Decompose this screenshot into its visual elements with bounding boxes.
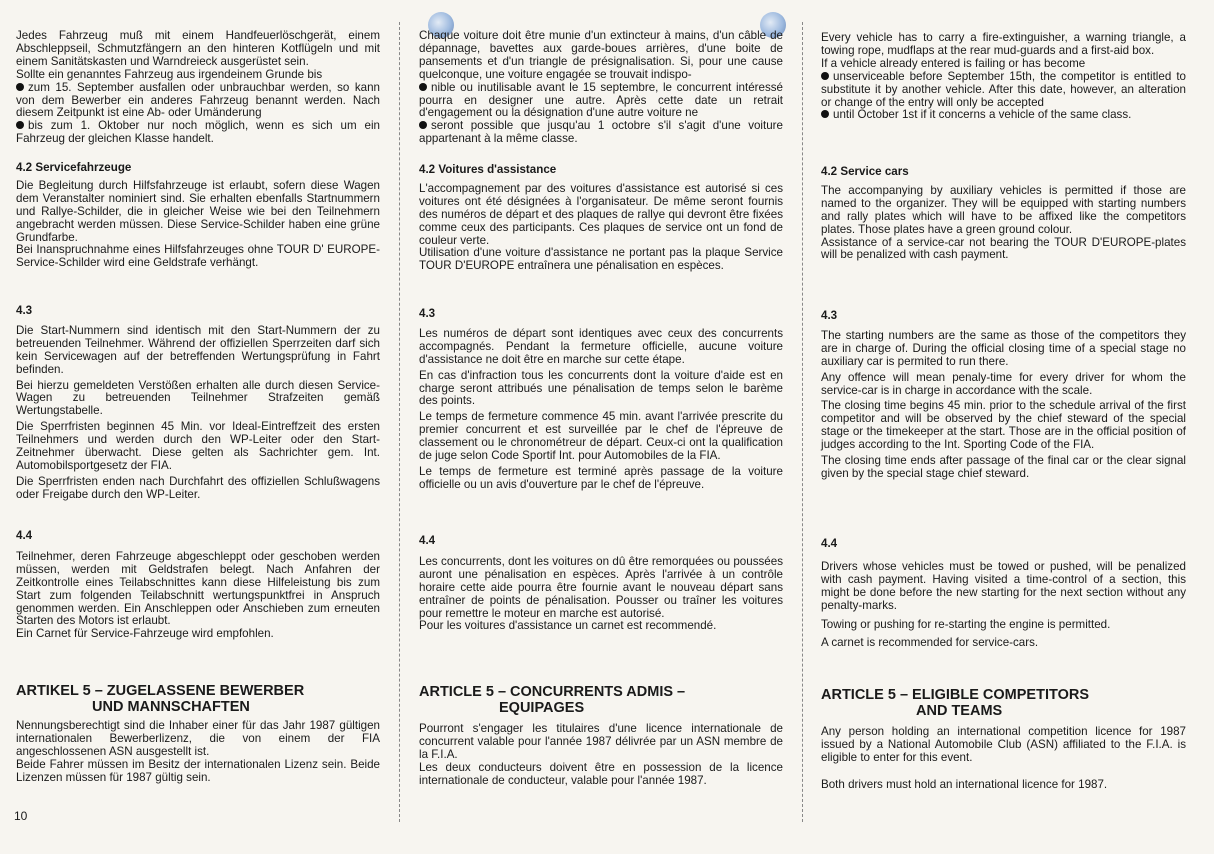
page-number: 10 — [14, 809, 28, 823]
bullet-icon — [16, 83, 24, 91]
paragraph: If a vehicle already entered is failing or has become — [821, 56, 1086, 70]
paragraph: Les concurrents, dont les voitures on dû être remorquées ou poussées auront une pénalisation en espèces. Après l'arrivée à un contrôle horaire cette aide pourra être fournie avant le nouveau départ sans entraîner de points de pénalisation. Pousser ou traîner les voitures pour remettre le moteur en marche est autorisé. — [419, 554, 783, 620]
paragraph: The closing time begins 45 min. prior to the schedule arrival of the first competitor and will be observed by the chief steward of the special stage or the timekeeper at the start. Those are in the official position of judges according to the Int. Sporting Code of the FIA. — [821, 399, 1186, 452]
paragraph: Die Start-Nummern sind identisch mit den Start-Nummern der zu betreuenden Teilnehmer. Während der offiziellen Sperrzeiten darf sich kein Servicewagen auf der betreffenden Wertungsprüfung in Fahrt befinden. — [16, 323, 380, 376]
paragraph: Any offence will mean penaly-time for every driver for whom the service-car is in charge in accordance with the scale. — [821, 370, 1186, 397]
intro-block — [419, 30, 783, 146]
paragraph: until October 1st if it concerns a vehicle of the same class. — [821, 109, 1186, 122]
article-5 — [419, 685, 783, 788]
section-4-3 — [16, 305, 380, 502]
paragraph: Die Sperrfristen enden nach Durchfahrt des offiziellen Schlußwagens oder Freigabe durch den WP-Leiter. — [16, 474, 380, 501]
paragraph: zum 15. September ausfallen oder unbrauchbar werden, so kann von dem Bewerber ein anderes Fahrzeug benannt werden. Nach diesem Zeitpunkt ist eine Ab- oder Umänderung — [16, 80, 380, 120]
paragraph: Le temps de fermeture commence 45 min. avant l'arrivée prescrite du premier concurrent et est surveillée par le chef de l'épreuve de classement ou le chronométreur de départ. Ceux-ci ont la qualification de juge selon Code Sportif Int. pour Automobiles de la FIA. — [419, 410, 783, 463]
paragraph: Les deux conducteurs doivent être en possession de la licence internationale de conducteur, valable pour l'année 1987. — [419, 760, 783, 787]
paragraph: Les numéros de départ sont identiques avec ceux des concurrents accompagnés. Pendant la fermeture officielle, aucune voiture d'assistance ne doit être en marche sur cette étape. — [419, 326, 783, 366]
section-4-3 — [821, 310, 1186, 481]
article-5 — [821, 688, 1186, 792]
paragraph: A carnet is recommended for service-cars. — [821, 636, 1039, 650]
bullet-icon — [821, 110, 829, 118]
section-heading: 4.2 Servicefahrzeuge — [16, 161, 132, 174]
paragraph: Chaque voiture doit être munie d'un extincteur à mains, d'un câble de dépannage, bavettes aux garde-boues arrières, d'une boite de pansements et d'un triangle de présignalisation. Si, pour une cause quelconque, une voiture engagée se trouvait indispo- — [419, 29, 783, 81]
paragraph: Pourront s'engager les titulaires d'une licence internationale de concurrent valable pour l'année 1987 délivrée par un ASN membre de la F.I.A. — [419, 722, 783, 761]
paragraph: The closing time ends after passage of the final car or the clear signal given by the special stage chief steward. — [821, 454, 1186, 480]
paragraph: unserviceable before September 15th, the competitor is entitled to substitute it by another vehicle. After this date, however, an alteration or change of the entry will only be accepted — [821, 69, 1186, 109]
article-heading: ARTICLE 5 – ELIGIBLE COMPETITORS AND TEAMS — [821, 687, 1090, 719]
section-heading: 4.4 — [419, 534, 436, 547]
paragraph: Utilisation d'une voiture d'assistance ne portant pas la plaque Service TOUR D'EUROPE entraînera une pénalisation en espèces. — [419, 246, 783, 273]
paragraph: Jedes Fahrzeug muß mit einem Handfeuerlöschgerät, einem Abschleppseil, Schmutzfängern an den hinteren Kotflügeln und mit einem Sanitätskasten und Warndreieck ausgerüstet sein. — [16, 29, 380, 68]
section-heading: 4.3 — [419, 307, 436, 320]
paragraph: Every vehicle has to carry a fire-extinguisher, a warning triangle, a towing rope, mudflaps at the rear mud-guards and a first-aid box. — [821, 31, 1186, 57]
section-heading: 4.3 — [821, 309, 838, 322]
intro-block — [821, 32, 1186, 122]
paragraph: seront possible que jusqu'au 1 octobre s'il s'agit d'une voiture appartenant à la même classe. — [419, 119, 783, 146]
paragraph: Drivers whose vehicles must be towed or pushed, will be penalized with cash payment. Having visited a time-control of a section, this might be done before the new starting for the next section without any penalty-marks. — [821, 559, 1186, 612]
paragraph: Die Sperrfristen beginnen 45 Min. vor Ideal-Eintreffzeit des ersten Teilnehmers und werden durch den WP-Leiter oder den Start-Zeitnehmer überwacht. Diese gelten als Sachrichter gem. Int. Automobilsportgesetz der FIA. — [16, 420, 380, 472]
section-4-4 — [821, 538, 1186, 650]
paragraph: Sollte ein genanntes Fahrzeug aus irgendeinem Grunde bis — [16, 67, 323, 81]
bullet-icon — [419, 83, 427, 91]
section-4-4 — [419, 535, 783, 633]
paragraph: L'accompagnement par des voitures d'assistance est autorisé si ces voitures ont été désignées à l'organisateur. De même seront fournis des numéros de départ et des plaques de rallye qui devront être fixées comme ceux des participants. Ces plaques de service ont un fond de couleur verte. — [419, 181, 783, 247]
paragraph: Beide Fahrer müssen im Besitz der internationalen Lizenz sein. Beide Lizenzen müssen für 1987 gültig sein. — [16, 757, 380, 784]
bullet-icon — [821, 72, 829, 80]
column-divider — [802, 22, 803, 822]
section-4-3 — [419, 308, 783, 492]
paragraph: Nennungsberechtigt sind die Inhaber einer für das Jahr 1987 gültigen internationalen Bewerberlizenz, die von einem der FIA angeschlossenen ASN ausgestellt ist. — [16, 719, 380, 758]
paragraph: Assistance of a service-car not bearing the TOUR D'EUROPE-plates will be penalized with cash payment. — [821, 235, 1186, 262]
paragraph: Towing or pushing for re-starting the engine is permitted. — [821, 617, 1111, 631]
column-divider — [399, 22, 400, 822]
paragraph: Both drivers must hold an international licence for 1987. — [821, 777, 1108, 791]
bullet-icon — [419, 121, 427, 129]
paragraph: Le temps de fermeture est terminé après passage de la voiture officielle ou un avis d'ouverture par le chef de l'épreuve. — [419, 464, 783, 491]
paragraph: bis zum 1. Oktober nur noch möglich, wenn es sich um ein Fahrzeug der gleichen Klasse handelt. — [16, 119, 380, 146]
article-5 — [16, 684, 380, 785]
section-heading: 4.3 — [16, 304, 33, 317]
paragraph: Bei hierzu gemeldeten Verstößen erhalten alle durch diesen Service-Wagen zu betreuenden Teilnehmer Strafzeiten gemäß Wertungstabelle. — [16, 378, 380, 418]
paragraph: nible ou inutilisable avant le 15 septembre, le concurrent intéressé pourra en designer une autre. Après cette date un retrait d'engagement ou la désignation d'une autre voiture ne — [419, 80, 783, 120]
section-4-2 — [16, 162, 380, 270]
section-heading: 4.2 Service cars — [821, 165, 909, 178]
paragraph: Die Begleitung durch Hilfsfahrzeuge ist erlaubt, sofern diese Wagen dem Veranstalter nominiert sind. Sie erhalten ebenfalls Startnummern und Rallye-Schilder, die in gleicher Weise wie bei den Teilnehmern angebracht werden müssen. Diese Service-Schilder haben eine grüne Grundfarbe. — [16, 178, 380, 244]
article-heading: ARTIKEL 5 – ZUGELASSENE BEWERBER UND MANNSCHAFTEN — [16, 683, 305, 715]
section-heading: 4.4 — [16, 529, 33, 542]
section-heading: 4.2 Voitures d'assistance — [419, 163, 557, 176]
paragraph: Teilnehmer, deren Fahrzeuge abgeschleppt oder geschoben werden müssen, werden mit Geldstrafen belegt. Nach Anfahren der Zeitkontrolle eines Teilabschnittes kann diese Hilfeleistung bis zum Start zum folgenden Teilabschnitt wertungspunktfrei in Anspruch genommen werden. Ein Anschleppen oder Anschieben zum erneuten Starten des Motors ist erlaubt. — [16, 549, 380, 628]
bullet-icon — [16, 121, 24, 129]
paragraph: Pour les voitures d'assistance un carnet est recommendé. — [419, 619, 717, 633]
article-heading: ARTICLE 5 – CONCURRENTS ADMIS – EQUIPAGES — [419, 684, 686, 716]
paragraph: Any person holding an international competition licence for 1987 issued by a National Automobile Club (ASN) affiliated to the F.I.A. is eligible to enter for this event. — [821, 725, 1186, 764]
section-4-2 — [419, 164, 783, 273]
section-4-2 — [821, 166, 1186, 262]
section-4-4 — [16, 530, 380, 641]
paragraph: Bei Inanspruchnahme eines Hilfsfahrzeuges ohne TOUR D' EUROPE-Service-Schilder wird eine Geldstrafe verhängt. — [16, 243, 380, 270]
section-heading: 4.4 — [821, 537, 838, 550]
paragraph: Ein Carnet für Service-Fahrzeuge wird empfohlen. — [16, 627, 274, 641]
paragraph: The accompanying by auxiliary vehicles is permitted if those are named to the organizer. They will be equipped with starting numbers and rally plates which will have to be affixed like the competitors plates. Those plates have a green ground colour. — [821, 183, 1186, 236]
paragraph: En cas d'infraction tous les concurrents dont la voiture d'aide est en charge seront attribués une pénalisation de temps selon le barème des points. — [419, 368, 783, 408]
paragraph: The starting numbers are the same as those of the competitors they are in charge of. During the official closing time of a special stage no auxiliary car is permited to run there. — [821, 328, 1186, 368]
intro-block — [16, 30, 380, 146]
